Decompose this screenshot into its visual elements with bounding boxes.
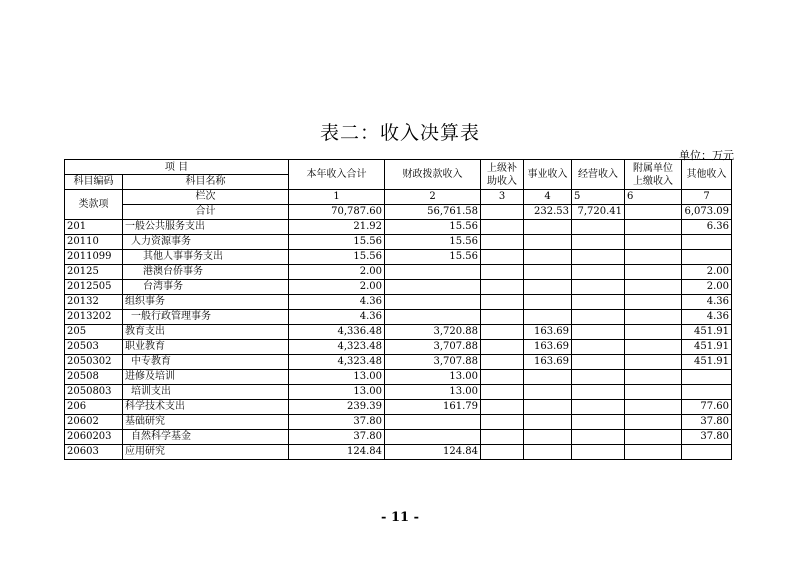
- row-value: 3,720.88: [385, 325, 481, 340]
- row-value: [572, 385, 625, 400]
- row-value: 124.84: [289, 445, 385, 460]
- row-value: [481, 220, 524, 235]
- table-row: [65, 280, 732, 295]
- row-value: 2.00: [289, 265, 385, 280]
- row-value: [481, 310, 524, 325]
- table-row: [65, 295, 732, 310]
- row-name: 自然科学基金: [123, 430, 289, 445]
- header-kemu-code: 科目编码: [65, 175, 123, 190]
- row-value: 15.56: [385, 220, 481, 235]
- row-value: [572, 445, 625, 460]
- row-value: [524, 220, 572, 235]
- row-value: [625, 385, 682, 400]
- table-row: [65, 235, 732, 250]
- row-name: 一般公共服务支出: [123, 220, 289, 235]
- row-value: 6.36: [682, 220, 732, 235]
- header-kemu-name: 科目名称: [123, 175, 289, 190]
- row-value: [481, 400, 524, 415]
- row-value: [481, 415, 524, 430]
- row-name: 港澳台侨事务: [123, 265, 289, 280]
- row-value: 4,336.48: [289, 325, 385, 340]
- row-value: 15.56: [385, 250, 481, 265]
- row-value: 37.80: [682, 430, 732, 445]
- row-value: [524, 430, 572, 445]
- row-name: 职业教育: [123, 340, 289, 355]
- col-num-4: 4: [524, 190, 572, 205]
- total-cell: 70,787.60: [289, 205, 385, 220]
- unit-label: 单位：万元: [679, 149, 734, 162]
- row-value: [625, 295, 682, 310]
- table-row: [65, 250, 732, 265]
- row-value: 15.56: [289, 250, 385, 265]
- row-value: [625, 340, 682, 355]
- row-value: [481, 385, 524, 400]
- row-code: 205: [65, 325, 123, 340]
- row-value: 2.00: [289, 280, 385, 295]
- row-value: [481, 235, 524, 250]
- row-value: [385, 280, 481, 295]
- row-name: 其他人事事务支出: [123, 250, 289, 265]
- table-row: [65, 340, 732, 355]
- row-value: 13.00: [289, 385, 385, 400]
- row-value: 124.84: [385, 445, 481, 460]
- total-cell: 56,761.58: [385, 205, 481, 220]
- row-name: 教育支出: [123, 325, 289, 340]
- row-value: [481, 280, 524, 295]
- total-cell: 6,073.09: [682, 205, 732, 220]
- row-value: [625, 370, 682, 385]
- row-code: 2060203: [65, 430, 123, 445]
- row-value: [682, 370, 732, 385]
- row-code: 20132: [65, 295, 123, 310]
- row-value: 161.79: [385, 400, 481, 415]
- row-value: 4.36: [682, 310, 732, 325]
- row-value: [481, 430, 524, 445]
- row-value: [572, 310, 625, 325]
- row-name: 中专教育: [123, 355, 289, 370]
- row-value: [385, 430, 481, 445]
- table-row: [65, 370, 732, 385]
- row-value: [682, 385, 732, 400]
- row-value: [625, 355, 682, 370]
- table-row: [65, 265, 732, 280]
- header-col-2: 财政拨款收入: [385, 160, 481, 190]
- row-value: 451.91: [682, 340, 732, 355]
- row-value: [572, 325, 625, 340]
- header-leikuanxiang: 类款项: [65, 190, 123, 220]
- row-name: 人力资源事务: [123, 235, 289, 250]
- col-num-6: 6: [625, 190, 682, 205]
- row-value: [682, 235, 732, 250]
- row-value: 451.91: [682, 355, 732, 370]
- row-value: [572, 265, 625, 280]
- row-value: [572, 430, 625, 445]
- row-value: [625, 265, 682, 280]
- row-value: [385, 295, 481, 310]
- row-value: 13.00: [289, 370, 385, 385]
- total-cell: 232.53: [524, 205, 572, 220]
- row-value: [524, 385, 572, 400]
- row-name: 培训支出: [123, 385, 289, 400]
- total-label: 合计: [123, 205, 289, 220]
- col-num-1: 1: [289, 190, 385, 205]
- row-value: 163.69: [524, 325, 572, 340]
- row-value: [481, 265, 524, 280]
- row-value: [385, 310, 481, 325]
- row-code: 20508: [65, 370, 123, 385]
- row-name: 进修及培训: [123, 370, 289, 385]
- row-name: 组织事务: [123, 295, 289, 310]
- row-value: [572, 355, 625, 370]
- row-name: 应用研究: [123, 445, 289, 460]
- header-col-4: 事业收入: [524, 160, 572, 190]
- table-row: [65, 400, 732, 415]
- row-value: [682, 445, 732, 460]
- row-value: 15.56: [289, 235, 385, 250]
- row-value: [572, 280, 625, 295]
- row-code: 20503: [65, 340, 123, 355]
- row-name: 一般行政管理事务: [123, 310, 289, 325]
- row-value: [625, 445, 682, 460]
- row-value: [481, 445, 524, 460]
- header-col-5: 经营收入: [572, 160, 625, 190]
- header-col-1: 本年收入合计: [289, 160, 385, 190]
- row-value: 4,323.48: [289, 355, 385, 370]
- table-row: [65, 220, 732, 235]
- col-num-3: 3: [481, 190, 524, 205]
- row-value: 13.00: [385, 385, 481, 400]
- row-value: [625, 280, 682, 295]
- row-value: [481, 370, 524, 385]
- table-row: [65, 430, 732, 445]
- row-code: 20602: [65, 415, 123, 430]
- row-value: [524, 445, 572, 460]
- row-value: 163.69: [524, 340, 572, 355]
- row-value: [572, 400, 625, 415]
- row-value: [625, 325, 682, 340]
- row-value: 4.36: [289, 295, 385, 310]
- row-value: [625, 250, 682, 265]
- total-cell: [625, 205, 682, 220]
- row-value: 37.80: [682, 415, 732, 430]
- row-value: [524, 310, 572, 325]
- row-value: [524, 280, 572, 295]
- header-col-3: 上级补 助收入: [481, 160, 524, 190]
- row-value: [682, 250, 732, 265]
- row-name: 科学技术支出: [123, 400, 289, 415]
- income-table: [64, 159, 732, 460]
- table-row: [65, 445, 732, 460]
- row-value: [572, 415, 625, 430]
- row-value: [481, 295, 524, 310]
- row-code: 201: [65, 220, 123, 235]
- row-value: [625, 310, 682, 325]
- row-value: 2.00: [682, 265, 732, 280]
- row-code: 20603: [65, 445, 123, 460]
- row-value: 4.36: [289, 310, 385, 325]
- header-xiangmu: 项 目: [65, 160, 289, 175]
- row-value: [524, 415, 572, 430]
- row-value: 37.80: [289, 415, 385, 430]
- row-value: [625, 415, 682, 430]
- row-value: 15.56: [385, 235, 481, 250]
- row-value: 4.36: [682, 295, 732, 310]
- row-value: [625, 235, 682, 250]
- row-name: 台湾事务: [123, 280, 289, 295]
- row-value: [385, 265, 481, 280]
- table-row: [65, 385, 732, 400]
- row-value: [481, 340, 524, 355]
- row-value: 2.00: [682, 280, 732, 295]
- row-value: 21.92: [289, 220, 385, 235]
- page-number: - 11 -: [381, 510, 419, 525]
- total-cell: [481, 205, 524, 220]
- row-code: 2013202: [65, 310, 123, 325]
- col-num-7: 7: [682, 190, 732, 205]
- row-value: 13.00: [385, 370, 481, 385]
- col-num-2: 2: [385, 190, 481, 205]
- row-value: [572, 250, 625, 265]
- row-value: 77.60: [682, 400, 732, 415]
- row-code: 2050803: [65, 385, 123, 400]
- row-value: [524, 400, 572, 415]
- row-value: [524, 265, 572, 280]
- row-code: 2011099: [65, 250, 123, 265]
- row-value: [524, 295, 572, 310]
- row-value: [481, 325, 524, 340]
- row-value: [385, 415, 481, 430]
- row-value: [572, 220, 625, 235]
- row-value: [572, 235, 625, 250]
- row-code: 20110: [65, 235, 123, 250]
- row-name: 基础研究: [123, 415, 289, 430]
- row-value: [625, 400, 682, 415]
- row-value: [572, 340, 625, 355]
- row-value: 239.39: [289, 400, 385, 415]
- table-row: [65, 325, 732, 340]
- row-value: [524, 235, 572, 250]
- row-code: 2012505: [65, 280, 123, 295]
- page-title: 表二：收入决算表: [319, 122, 480, 144]
- table-row: [65, 355, 732, 370]
- row-value: 3,707.88: [385, 355, 481, 370]
- row-value: 4,323.48: [289, 340, 385, 355]
- total-cell: 7,720.41: [572, 205, 625, 220]
- header-lanci: 栏次: [123, 190, 289, 205]
- row-code: 2050302: [65, 355, 123, 370]
- col-num-5: 5: [572, 190, 625, 205]
- row-value: [625, 220, 682, 235]
- row-value: 163.69: [524, 355, 572, 370]
- row-value: [524, 370, 572, 385]
- table-row: [65, 310, 732, 325]
- row-code: 20125: [65, 265, 123, 280]
- row-value: 37.80: [289, 430, 385, 445]
- header-col-7: 其他收入: [682, 160, 732, 190]
- row-value: [524, 250, 572, 265]
- row-value: [625, 430, 682, 445]
- table-row: [65, 415, 732, 430]
- row-value: [572, 370, 625, 385]
- row-code: 206: [65, 400, 123, 415]
- header-col-6: 附属单位 上缴收入: [625, 160, 682, 190]
- row-value: [481, 250, 524, 265]
- row-value: 3,707.88: [385, 340, 481, 355]
- row-value: [572, 295, 625, 310]
- row-value: [481, 355, 524, 370]
- row-value: 451.91: [682, 325, 732, 340]
